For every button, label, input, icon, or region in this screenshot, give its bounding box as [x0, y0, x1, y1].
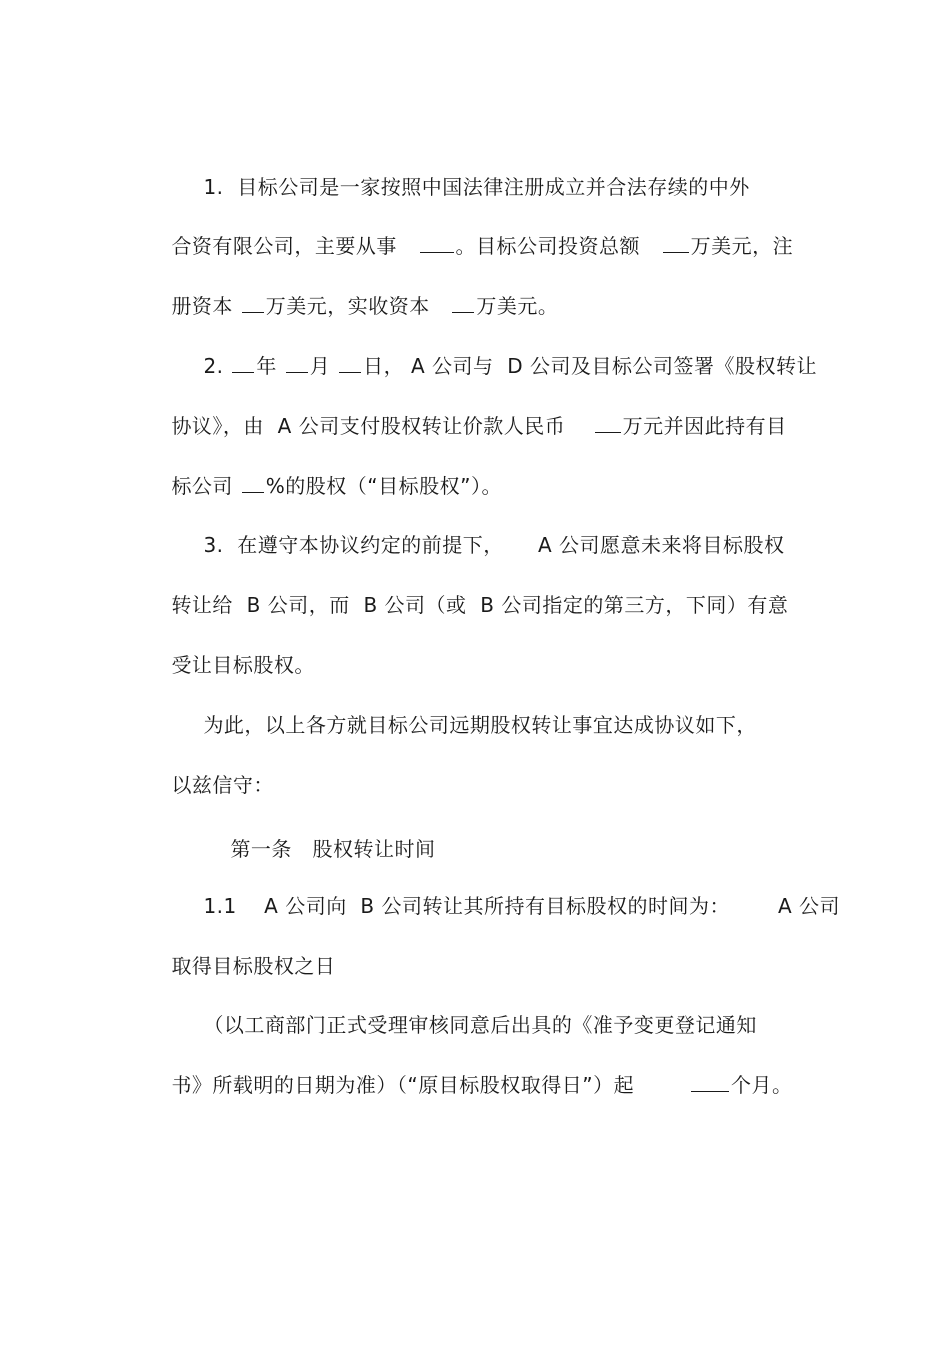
- heading-text: 第一条 股权转让时间: [230, 837, 436, 861]
- clause-text: 万美元，注: [690, 234, 794, 258]
- clause-text: 册资本: [171, 294, 240, 318]
- clause-text: 万美元。: [476, 294, 559, 318]
- clause-text: （以工商部门正式受理审核同意后出具的《准予变更登记通知: [203, 1013, 757, 1037]
- fill-blank-day: [339, 356, 361, 373]
- clause-text: 万美元，实收资本: [265, 294, 451, 318]
- fill-blank-business: [420, 236, 454, 253]
- preamble-line-2: [144, 749, 274, 821]
- clause-text: 转让给 B 公司，而 B 公司（或 B 公司指定的第三方，下同）有意: [171, 593, 789, 617]
- fill-blank-registered-capital: [242, 296, 264, 313]
- clause-text: 1. 目标公司是一家按照中国法律注册成立并合法存续的中外: [203, 175, 750, 199]
- clause-text: 。目标公司投资总额: [455, 234, 661, 258]
- clause-text: 1.1 A 公司向 B 公司转让其所持有目标股权的时间为： A 公司: [203, 894, 841, 918]
- fill-blank-percent: [242, 476, 264, 493]
- clause-text: 日， A 公司与 D 公司及目标公司签署《股权转让: [363, 354, 817, 378]
- clause-text: 标公司: [171, 474, 240, 498]
- clause-text: 以兹信守：: [171, 773, 274, 797]
- clause-text: %的股权（“目标股权”）。: [265, 474, 503, 498]
- clause-text: 2.: [203, 354, 231, 378]
- clause-text: 3. 在遵守本协议约定的前提下， A 公司愿意未来将目标股权: [203, 533, 785, 557]
- clause-text: 书》所载明的日期为准）（“原目标股权取得日”）起: [171, 1073, 690, 1097]
- clause-text: 月: [309, 354, 338, 378]
- clause-text: 合资有限公司，主要从事: [171, 234, 418, 258]
- fill-blank-year: [232, 356, 254, 373]
- fill-blank-price: [595, 416, 621, 433]
- article-1-1-line-4: [144, 1049, 793, 1121]
- fill-blank-paid-capital: [452, 296, 474, 313]
- fill-blank-investment: [663, 236, 689, 253]
- fill-blank-months: [691, 1075, 729, 1092]
- clause-text: 为此，以上各方就目标公司远期股权转让事宜达成协议如下，: [203, 713, 757, 737]
- clause-text: 取得目标股权之日: [171, 954, 336, 978]
- clause-text: 个月。: [731, 1073, 793, 1097]
- clause-text: 年: [256, 354, 284, 378]
- clause-text: 受让目标股权。: [171, 653, 315, 677]
- fill-blank-month: [286, 356, 308, 373]
- clause-text: 万元并因此持有目: [622, 414, 787, 438]
- clause-text: 协议》，由 A 公司支付股权转让价款人民币: [171, 414, 593, 438]
